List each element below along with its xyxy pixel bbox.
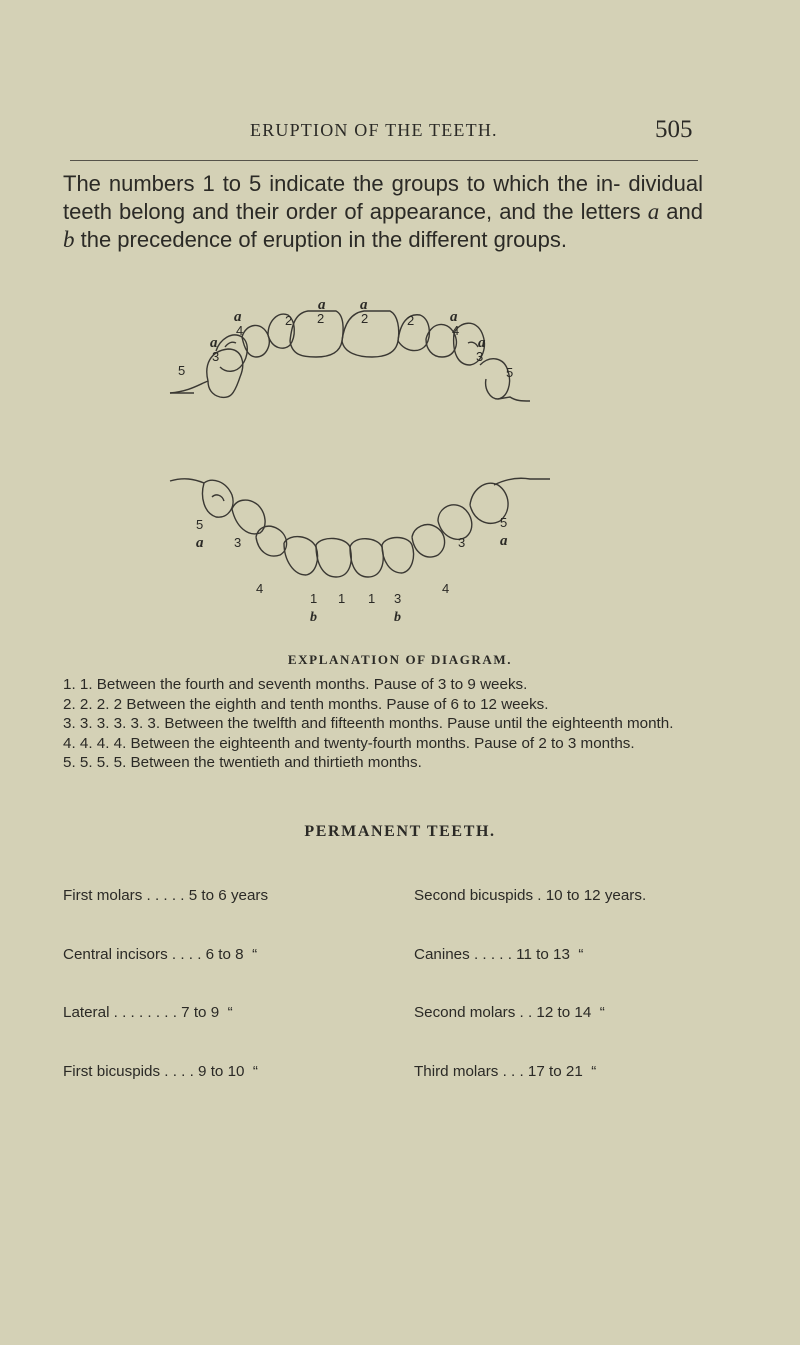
running-title: ERUPTION OF THE TEETH. xyxy=(250,120,498,140)
lower-letter: a xyxy=(500,533,508,549)
permanent-left-column xyxy=(63,847,268,1120)
lower-label: 1 xyxy=(310,591,318,606)
lower-label: 1 xyxy=(368,591,376,606)
explanation-line: 3. 3. 3. 3. 3. 3. Between the twelfth and fifteenth months. Pause until the eighteenth month. xyxy=(63,715,674,732)
lower-right-central xyxy=(350,539,383,577)
lower-letter: a xyxy=(196,535,204,551)
table-row: First molars . . . . . 5 to 6 years xyxy=(63,887,269,904)
upper-letter: a xyxy=(360,297,368,313)
lower-left-central xyxy=(316,538,351,577)
header-rule xyxy=(70,160,698,161)
lower-left-lateral xyxy=(284,537,318,575)
teeth-eruption-diagram xyxy=(150,285,650,645)
letter-a: a xyxy=(647,199,660,224)
upper-letter: a xyxy=(234,309,242,325)
permanent-teeth-title: PERMANENT TEETH. xyxy=(304,823,496,840)
lower-label: 4 xyxy=(256,581,264,596)
upper-label: 3 xyxy=(212,349,220,364)
lower-label: 5 xyxy=(500,515,508,530)
lower-label: 3 xyxy=(234,535,242,550)
intro-paragraph: The numbers 1 to 5 indicate the groups to which the in- dividual teeth belong and their order of appearance, and the letters a and b the precedence of eruption in the different groups. xyxy=(63,171,704,252)
table-row: Second molars . . 12 to 14 “ xyxy=(414,1004,605,1021)
lower-label: 1 xyxy=(338,591,346,606)
upper-label: 2 xyxy=(285,313,293,328)
lower-label: 4 xyxy=(442,581,450,596)
upper-label: 2 xyxy=(407,313,415,328)
explanation-line: 2. 2. 2. 2 Between the eighth and tenth months. Pause of 6 to 12 weeks. xyxy=(63,695,549,713)
page-header xyxy=(0,118,800,158)
upper-letter: a xyxy=(210,335,218,351)
explanation-line: 4. 4. 4. 4. Between the eighteenth and twenty-fourth months. Pause of 2 to 3 months. xyxy=(63,734,635,752)
upper-letter: a xyxy=(450,309,458,325)
table-row: Central incisors . . . . 6 to 8 “ xyxy=(63,945,258,963)
lower-left-molar xyxy=(203,480,234,517)
lower-arch xyxy=(170,478,550,577)
lower-right-lateral xyxy=(382,538,414,574)
upper-label: 4 xyxy=(236,323,244,338)
lower-left-premolar xyxy=(256,526,287,556)
upper-label: 5 xyxy=(178,363,186,378)
explanation-line: 1. 1. Between the fourth and seventh months. Pause of 3 to 9 weeks. xyxy=(63,676,528,693)
lower-label: 3 xyxy=(394,591,402,606)
table-row: Canines . . . . . 11 to 13 “ xyxy=(414,945,584,963)
letter-b: b xyxy=(63,227,75,252)
upper-label: 5 xyxy=(506,365,514,380)
lower-label: 3 xyxy=(458,535,466,550)
lower-labels xyxy=(196,515,508,625)
upper-label: 3 xyxy=(476,349,484,364)
permanent-right-column xyxy=(414,847,646,1120)
upper-label: 4 xyxy=(452,323,460,338)
table-row: Third molars . . . 17 to 21 “ xyxy=(414,1062,597,1080)
lower-letter: b xyxy=(310,610,317,625)
upper-letter: a xyxy=(318,297,326,313)
lower-letter: b xyxy=(394,610,401,625)
table-row: Second bicuspids . 10 to 12 years. xyxy=(414,887,647,904)
table-row: First bicuspids . . . . 9 to 10 “ xyxy=(63,1062,258,1080)
upper-labels xyxy=(178,297,513,380)
lower-label: 5 xyxy=(196,517,204,532)
upper-right-central xyxy=(342,311,399,357)
upper-label: 2 xyxy=(317,311,325,326)
upper-label: 2 xyxy=(361,311,369,326)
page-number: 505 xyxy=(655,116,693,143)
table-row: Lateral . . . . . . . . 7 to 9 “ xyxy=(63,1004,233,1021)
upper-letter: a xyxy=(478,335,486,351)
explanation-list xyxy=(63,675,703,773)
explanation-title: EXPLANATION OF DIAGRAM. xyxy=(287,652,513,667)
explanation-line: 5. 5. 5. 5. Between the twentieth and thirtieth months. xyxy=(63,754,422,771)
lower-right-premolar xyxy=(412,525,445,557)
